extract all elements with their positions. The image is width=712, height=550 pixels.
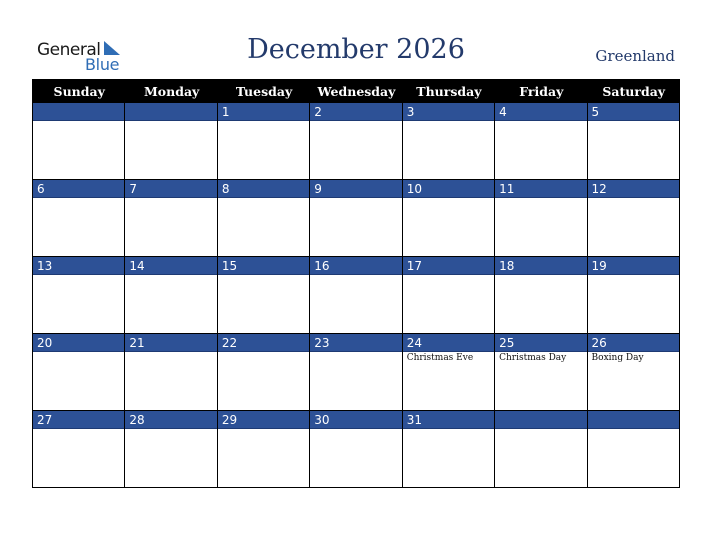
page-title: December 2026 <box>247 34 465 65</box>
weekday-tuesday: Tuesday <box>235 84 293 99</box>
day-number: 7 <box>125 180 216 198</box>
holiday-label <box>403 198 494 199</box>
holiday-label <box>33 429 124 430</box>
holiday-label <box>495 198 586 199</box>
day-number: 29 <box>218 411 309 429</box>
day-cell <box>33 411 125 488</box>
day-number: 26 <box>588 334 679 352</box>
holiday-label: Christmas Eve <box>406 353 474 363</box>
holiday-label <box>403 275 494 276</box>
holiday-label <box>33 275 124 276</box>
day-cell <box>403 411 495 488</box>
day-cell <box>310 257 402 334</box>
week-row <box>33 334 680 411</box>
weeks-container <box>33 103 680 488</box>
week-row <box>33 411 680 488</box>
holiday-label <box>495 275 586 276</box>
day-cell <box>310 103 402 180</box>
weekday-header-row <box>33 80 680 103</box>
holiday-label <box>125 352 216 353</box>
holiday-label <box>495 429 586 430</box>
holiday-label <box>310 352 401 353</box>
region-label: Greenland <box>595 47 675 65</box>
day-number: 28 <box>125 411 216 429</box>
day-cell <box>310 334 402 411</box>
day-cell <box>495 334 587 411</box>
holiday-label <box>588 121 679 122</box>
day-cell <box>588 180 680 257</box>
day-cell <box>403 180 495 257</box>
day-cell <box>218 411 310 488</box>
day-number: 19 <box>588 257 679 275</box>
holiday-label <box>310 121 401 122</box>
holiday-label <box>588 429 679 430</box>
day-cell <box>125 257 217 334</box>
holiday-label <box>33 352 124 353</box>
holiday-label <box>310 275 401 276</box>
day-cell <box>125 334 217 411</box>
weekday-thursday: Thursday <box>416 84 482 99</box>
weekday-friday: Friday <box>519 84 564 99</box>
day-cell <box>218 103 310 180</box>
holiday-label <box>125 198 216 199</box>
day-number: 13 <box>33 257 124 275</box>
holiday-label <box>495 121 586 122</box>
weekday-sunday: Sunday <box>53 84 105 99</box>
day-number: 21 <box>125 334 216 352</box>
holiday-label <box>218 275 309 276</box>
day-cell <box>495 103 587 180</box>
holiday-label <box>125 275 216 276</box>
day-number: 30 <box>310 411 401 429</box>
day-number <box>125 103 216 121</box>
day-cell <box>495 257 587 334</box>
day-number: 3 <box>403 103 494 121</box>
holiday-label <box>403 429 494 430</box>
day-number: 17 <box>403 257 494 275</box>
day-cell <box>218 257 310 334</box>
day-cell <box>588 103 680 180</box>
day-cell <box>33 257 125 334</box>
day-number: 27 <box>33 411 124 429</box>
holiday-label <box>33 198 124 199</box>
day-cell <box>495 411 587 488</box>
day-number <box>495 411 586 429</box>
day-cell <box>33 334 125 411</box>
holiday-label <box>403 121 494 122</box>
holiday-label <box>310 198 401 199</box>
day-cell <box>495 180 587 257</box>
day-cell <box>218 334 310 411</box>
logo-text-general: General <box>37 40 101 60</box>
holiday-label <box>125 429 216 430</box>
weekday-saturday: Saturday <box>602 84 666 99</box>
day-cell <box>310 411 402 488</box>
day-number <box>588 411 679 429</box>
day-number: 14 <box>125 257 216 275</box>
day-cell <box>403 257 495 334</box>
day-number: 24 <box>403 334 494 352</box>
day-number: 25 <box>495 334 586 352</box>
day-cell <box>125 411 217 488</box>
weekday-monday: Monday <box>143 84 200 99</box>
day-number: 1 <box>218 103 309 121</box>
day-cell <box>125 103 217 180</box>
day-cell <box>33 103 125 180</box>
day-number: 16 <box>310 257 401 275</box>
holiday-label <box>588 198 679 199</box>
day-number: 31 <box>403 411 494 429</box>
day-number: 15 <box>218 257 309 275</box>
day-cell <box>218 180 310 257</box>
day-cell <box>588 334 680 411</box>
holiday-label <box>218 352 309 353</box>
day-number: 12 <box>588 180 679 198</box>
day-number: 10 <box>403 180 494 198</box>
day-cell <box>310 180 402 257</box>
day-number <box>33 103 124 121</box>
holiday-label <box>218 198 309 199</box>
day-cell <box>403 103 495 180</box>
day-number: 23 <box>310 334 401 352</box>
holiday-label <box>33 121 124 122</box>
day-number: 22 <box>218 334 309 352</box>
day-number: 20 <box>33 334 124 352</box>
calendar-grid <box>32 79 680 488</box>
day-number: 4 <box>495 103 586 121</box>
day-number: 18 <box>495 257 586 275</box>
week-row <box>33 103 680 180</box>
holiday-label <box>218 429 309 430</box>
logo-text-blue: Blue <box>85 55 120 74</box>
day-cell <box>588 257 680 334</box>
day-number: 2 <box>310 103 401 121</box>
holiday-label <box>218 121 309 122</box>
holiday-label <box>588 275 679 276</box>
holiday-label: Boxing Day <box>591 353 644 363</box>
day-number: 5 <box>588 103 679 121</box>
day-number: 11 <box>495 180 586 198</box>
weekday-wednesday: Wednesday <box>317 84 396 99</box>
week-row <box>33 257 680 334</box>
day-number: 6 <box>33 180 124 198</box>
day-cell <box>588 411 680 488</box>
day-number: 8 <box>218 180 309 198</box>
holiday-label: Christmas Day <box>499 353 567 363</box>
day-cell <box>125 180 217 257</box>
holiday-label <box>125 121 216 122</box>
holiday-label <box>310 429 401 430</box>
day-cell <box>403 334 495 411</box>
day-cell <box>33 180 125 257</box>
day-number: 9 <box>310 180 401 198</box>
week-row <box>33 180 680 257</box>
